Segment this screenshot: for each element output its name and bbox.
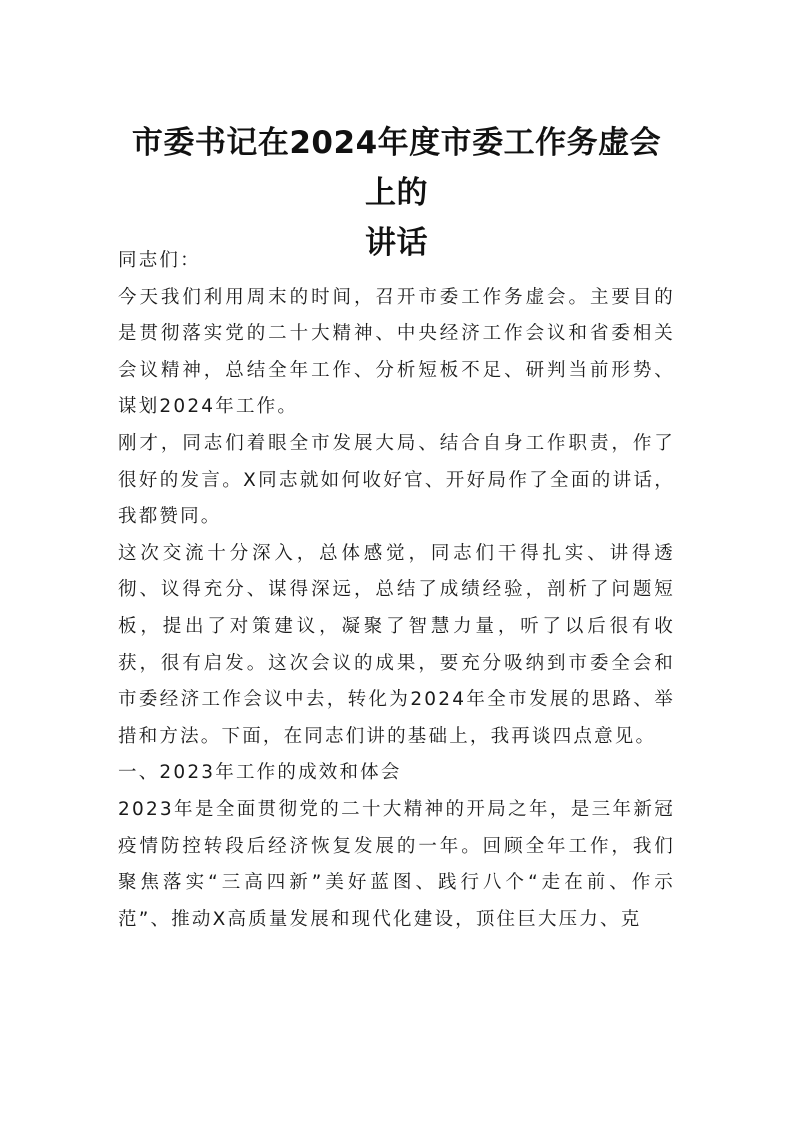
document-body (118, 243, 675, 938)
paragraph-exchange: 这次交流十分深入，总体感觉，同志们干得扎实、讲得透彻、议得充分、谋得深远，总结了成绩经验，剖析了问题短板，提出了对策建议，凝聚了智慧力量，听了以后很有收获，很有启发。这次会议的成果，要充分吸纳到市委全会和市委经济工作会议中去，转化为2024年全市发展的思路、举措和方法。下面，在同志们讲的基础上，我再谈四点意见。 (118, 542, 675, 747)
paragraph-2023-review: 2023年是全面贯彻党的二十大精神的开局之年，是三年新冠疫情防控转段后经济恢复发展的一年。回顾全年工作，我们聚焦落实“三高四新”美好蓝图、践行八个“走在前、作示范”、推动X高质量发展和现代化建设，顶住巨大压力、克 (118, 798, 675, 930)
paragraph-speeches: 刚才，同志们着眼全市发展大局、结合自身工作职责，作了很好的发言。X同志就如何收好官、开好局作了全面的讲话，我都赞同。 (118, 432, 675, 528)
title-line-1: 市委书记在2024年度市委工作务虚会上的 (131, 125, 662, 211)
salutation: 同志们： (118, 250, 201, 271)
paragraph-intro: 今天我们利用周末的时间，召开市委工作务虚会。主要目的是贯彻落实党的二十大精神、中央经济工作会议和省委相关会议精神，总结全年工作、分析短板不足、研判当前形势、谋划2024年工作。 (118, 286, 675, 418)
section-heading-1: 一、2023年工作的成效和体会 (118, 762, 402, 784)
title-line-2: 讲话 (365, 225, 428, 261)
